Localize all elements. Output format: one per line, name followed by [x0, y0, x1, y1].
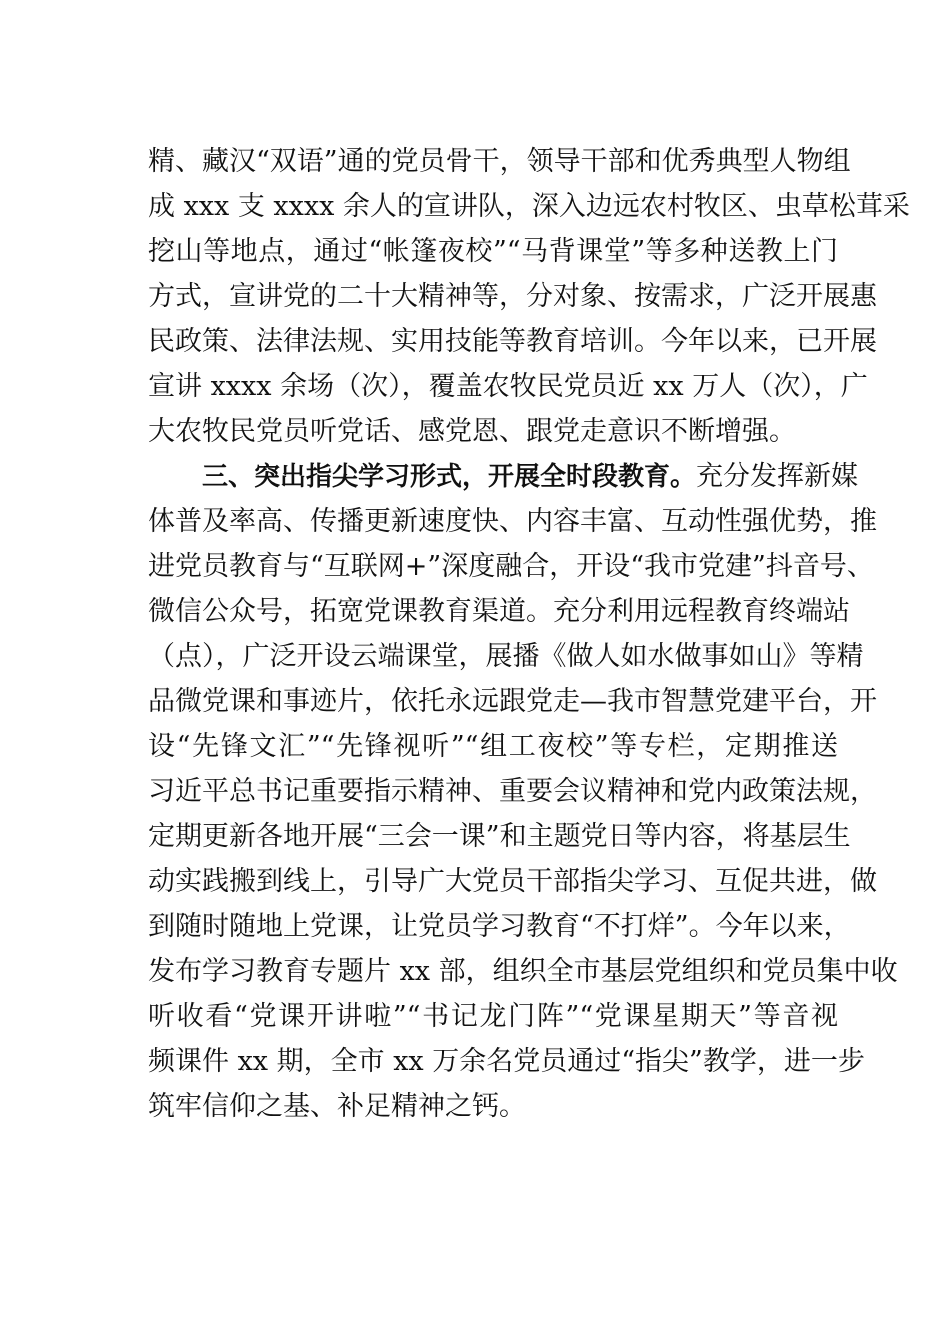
paragraph2-line-3: 进党员教育与“互联网+”深度融合，开设“我市党建”抖音号、	[148, 551, 874, 582]
paragraph2-line-14: 频课件 xx 期，全市 xx 万余名党员通过“指尖”教学，进一步	[148, 1046, 865, 1077]
paragraph1-line-1: 精、藏汉“双语”通的党员骨干，领导干部和优秀典型人物组	[148, 146, 851, 177]
paragraph2-line-7: 设“先锋文汇”“先锋视听”“组工夜校”等专栏，定期推送	[148, 731, 838, 762]
section-heading: 三、突出指尖学习形式，开展全时段教育。	[202, 462, 697, 492]
paragraph2-line-12: 发布学习教育专题片 xx 部，组织全市基层党组织和党员集中收	[148, 956, 898, 987]
paragraph2-line-11: 到随时随地上党课，让党员学习教育“不打烊”。今年以来，	[148, 911, 851, 942]
paragraph2-line-9: 定期更新各地开展“三会一课”和主题党日等内容，将基层生	[148, 821, 851, 852]
paragraph1-line-5: 民政策、法律法规、实用技能等教育培训。今年以来，已开展	[148, 326, 877, 357]
paragraph2-line-6: 品微党课和事迹片，依托永远跟党走—我市智慧党建平台，开	[148, 686, 877, 717]
paragraph1-line-4: 方式，宣讲党的二十大精神等，分对象、按需求，广泛开展惠	[148, 281, 877, 312]
paragraph2-line-2: 体普及率高、传播更新速度快、内容丰富、互动性强优势，推	[148, 506, 877, 537]
paragraph2-line-13: 听收看“党课开讲啦”“书记龙门阵”“党课星期天”等音视	[148, 1001, 838, 1032]
paragraph2-first-line-rest: 充分发挥新媒	[696, 461, 859, 492]
paragraph2-line-8: 习近平总书记重要指示精神、重要会议精神和党内政策法规，	[148, 776, 877, 807]
paragraph1-line-6: 宣讲 xxxx 余场（次），覆盖农牧民党员近 xx 万人（次），广	[148, 371, 868, 402]
paragraph2-line-10: 动实践搬到线上，引导广大党员干部指尖学习、互促共进，做	[148, 866, 877, 897]
paragraph1-line-3: 挖山等地点，通过“帐篷夜校”“马背课堂”等多种送教上门	[148, 236, 838, 267]
paragraph2-line-4: 微信公众号，拓宽党课教育渠道。充分利用远程教育终端站	[148, 596, 850, 627]
paragraph2-first-line	[148, 457, 859, 497]
paragraph1-line-2: 成 xxx 支 xxxx 余人的宣讲队，深入边远农村牧区、虫草松茸采	[148, 191, 910, 222]
paragraph1-line-7: 大农牧民党员听党话、感党恩、跟党走意识不断增强。	[148, 416, 796, 447]
paragraph2-line-15: 筑牢信仰之基、补足精神之钙。	[148, 1091, 526, 1122]
paragraph2-line-5: （点），广泛开设云端课堂，展播《做人如水做事如山》等精	[148, 641, 864, 672]
